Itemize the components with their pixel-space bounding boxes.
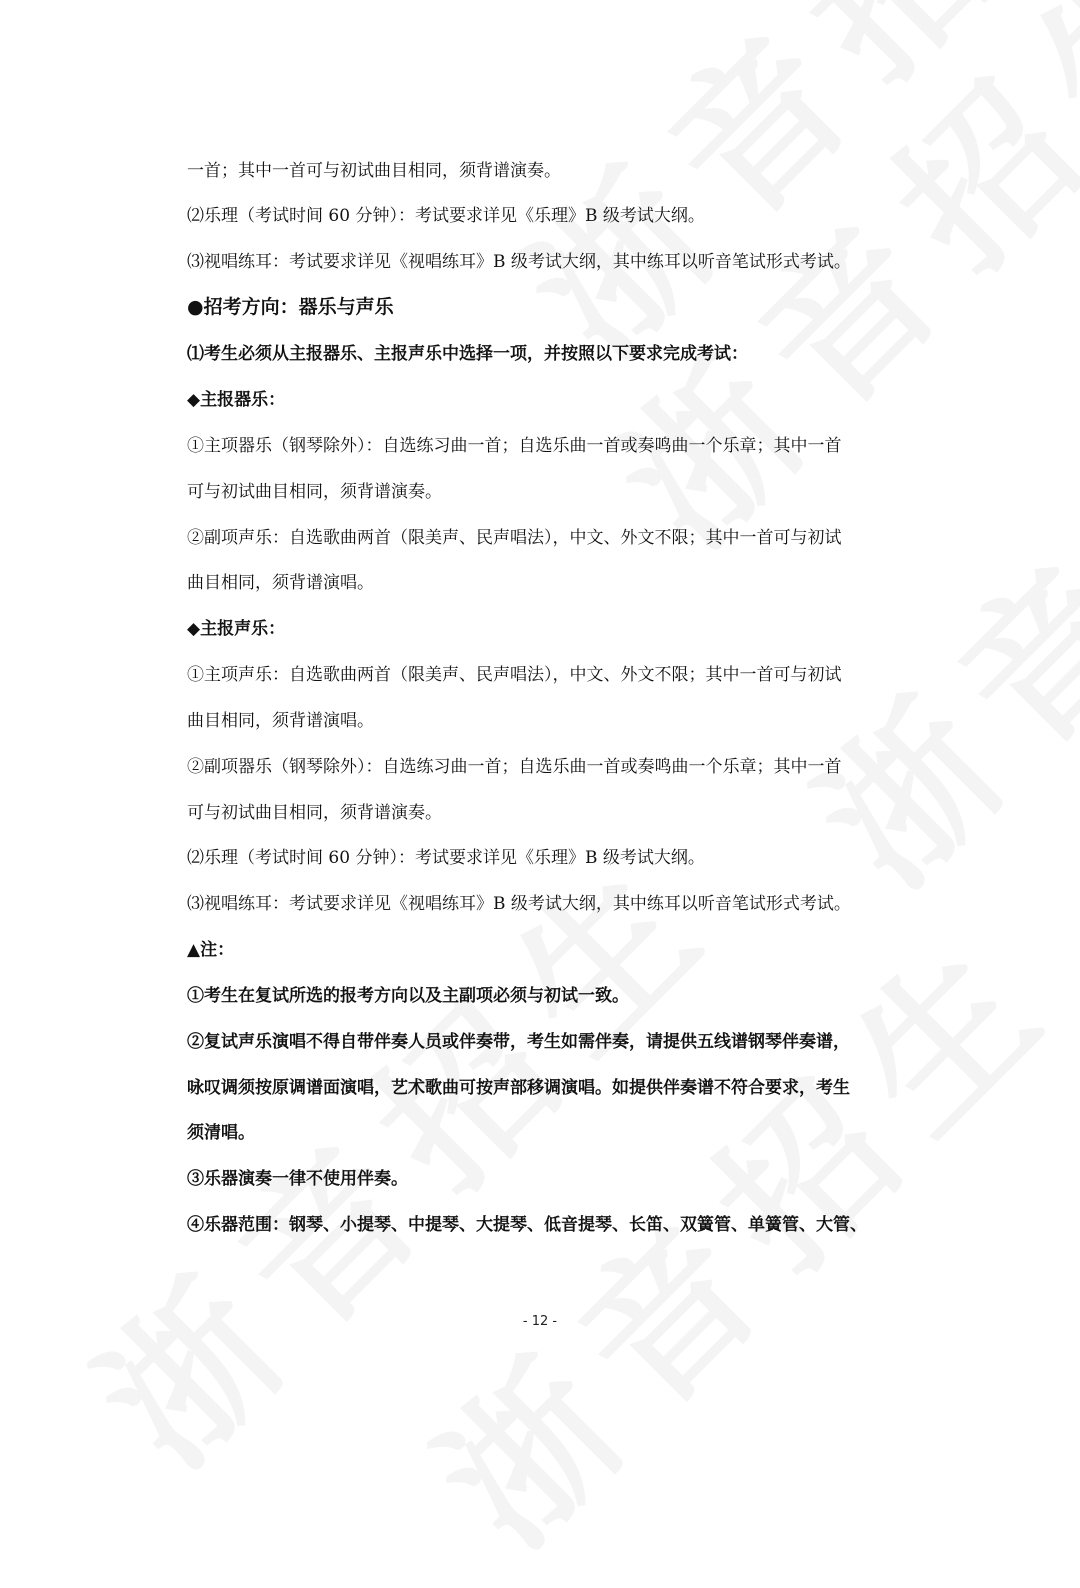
note-item: ④乐器范围：钢琴、小提琴、中提琴、大提琴、低音提琴、长笛、双簧管、单簧管、大管、 — [187, 1215, 867, 1235]
paragraph-line: 一首；其中一首可与初试曲目相同，须背谱演奏。 — [187, 161, 561, 181]
watermark-text — [760, 208, 1080, 927]
note-item: ②复试声乐演唱不得自带伴奏人员或伴奏带，考生如需伴奏，请提供五线谱钢琴伴奏谱， — [187, 1032, 850, 1052]
paragraph-line: 曲目相同，须背谱演唱。 — [187, 573, 374, 593]
paragraph-line: 可与初试曲目相同，须背谱演奏。 — [187, 803, 442, 823]
paragraph-line: ⑶视唱练耳：考试要求详见《视唱练耳》B 级考试大纲，其中练耳以听音笔试形式考试。 — [187, 894, 851, 914]
paragraph-line: ②副项声乐：自选歌曲两首（限美声、民声唱法），中文、外文不限；其中一首可与初试 — [187, 528, 842, 548]
paragraph-line: ②副项器乐（钢琴除外）：自选练习曲一首；自选乐曲一首或奏鸣曲一个乐章；其中一首 — [187, 757, 842, 777]
paragraph-line: ①主项器乐（钢琴除外）：自选练习曲一首；自选乐曲一首或奏鸣曲一个乐章；其中一首 — [187, 436, 842, 456]
subsection-heading: ◆主报声乐： — [187, 619, 286, 639]
subsection-heading: ◆主报器乐： — [187, 390, 286, 410]
note-item: 须清唱。 — [187, 1123, 255, 1143]
paragraph-line: ⑵乐理（考试时间 60 分钟）：考试要求详见《乐理》B 级考试大纲。 — [187, 848, 705, 868]
paragraph-line: 可与初试曲目相同，须背谱演奏。 — [187, 482, 442, 502]
note-item: ③乐器演奏一律不使用伴奏。 — [187, 1169, 408, 1189]
paragraph-line: ⑶视唱练耳：考试要求详见《视唱练耳》B 级考试大纲，其中练耳以听音笔试形式考试。 — [187, 252, 851, 272]
paragraph-line: ⑴考生必须从主报器乐、主报声乐中选择一项，并按照以下要求完成考试： — [187, 344, 748, 364]
page-number: - 12 - — [522, 1314, 558, 1329]
watermark-text — [470, 0, 1080, 398]
note-heading: ▲注： — [187, 940, 235, 960]
paragraph-line: 曲目相同，须背谱演唱。 — [187, 711, 374, 731]
paragraph-line: ⑵乐理（考试时间 60 分钟）：考试要求详见《乐理》B 级考试大纲。 — [187, 206, 705, 226]
note-item: ①考生在复试所选的报考方向以及主副项必须与初试一致。 — [187, 986, 629, 1006]
paragraph-line: ①主项声乐：自选歌曲两首（限美声、民声唱法），中文、外文不限；其中一首可与初试 — [187, 665, 842, 685]
note-item: 咏叹调须按原调谱面演唱，艺术歌曲可按声部移调演唱。如提供伴奏谱不符合要求，考生 — [187, 1078, 850, 1098]
section-heading: ●招考方向：器乐与声乐 — [187, 296, 394, 318]
watermark-text — [560, 0, 1080, 588]
